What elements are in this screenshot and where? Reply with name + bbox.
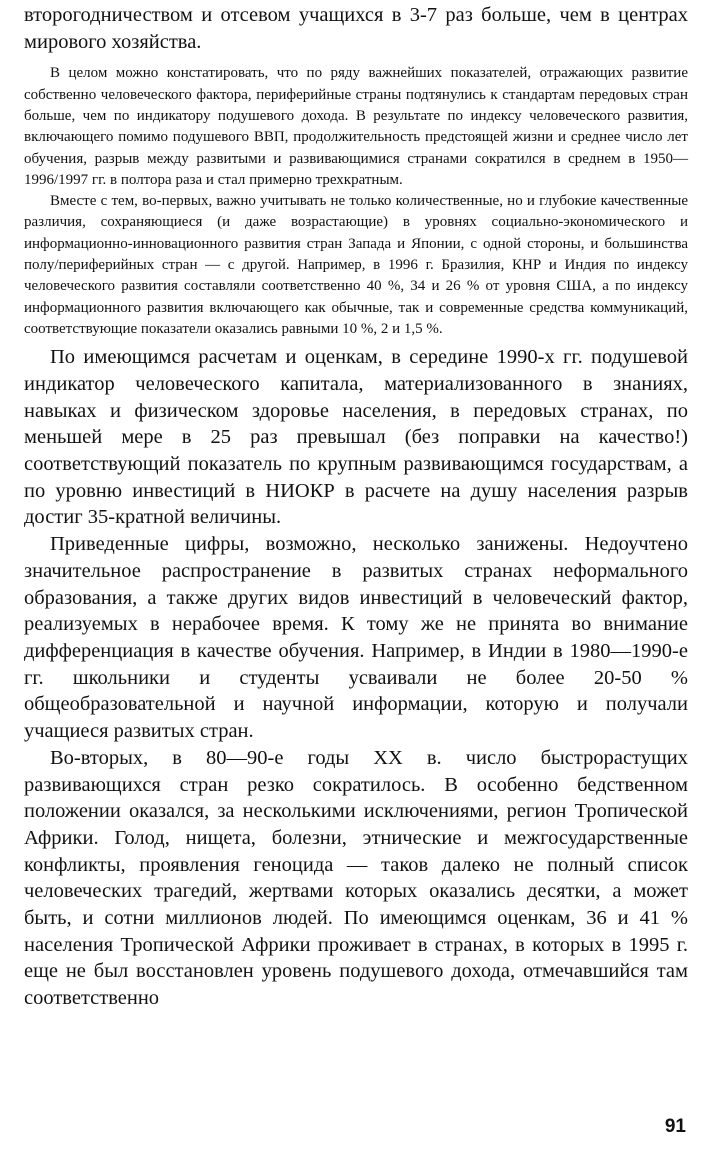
page-number: 91 xyxy=(664,1116,686,1137)
paragraph-small-2: Вместе с тем, во-первых, важно учитывать не только количественные, но и глубокие качественные различия, сохраняющиеся (и даже возрастающие) в уровнях социально-экономического и информационно-инновационного развития стран Запада и Японии, с одной стороны, и большинства полу/периферийных стран — с другой. Например, в 1996 г. Бразилия, КНР и Индия по индексу человеческого развития составляли соответственно 40 %, 34 и 26 % от уровня США, а по индексу информационного развития включающего как обычные, так и современные средства коммуникаций, соответствующие показатели оказались равными 10 %, 2 и 1,5 %. xyxy=(24,193,688,337)
paragraph-small-1: В целом можно констатировать, что по ряду важнейших показателей, отражающих развитие собственно человеческого фактора, периферийные страны подтянулись к стандартам передовых стран больше, чем по индикатору подушевого дохода. В результате по индексу человеческого развития, включающего помимо подушевого ВВП, продолжительность предстоящей жизни и среднее число лет обучения, разрыв между развитыми и развивающимися странами сократился в среднем в 1950—1996/1997 гг. в полтора раза и стал примерно трехкратным. xyxy=(24,65,688,188)
paragraph-large-2: Приведенные цифры, возможно, несколько занижены. Недоучтено значительное распространение в развитых странах неформального образования, а также других видов инвестиций в человеческий фактор, реализуемых в нерабочее время. К тому же не принята во внимание дифференциация в качестве обучения. Например, в Индии в 1980—1990-е гг. школьники и студенты усваивали не более 20-50 % общеобразовательной и научной информации, которую и получали учащиеся развитых стран. xyxy=(24,533,688,743)
page-body xyxy=(24,2,688,1012)
paragraph-large-3: Во-вторых, в 80—90-е годы XX в. число быстрорастущих развивающихся стран резко сократилось. В особенно бедственном положении оказался, за несколькими исключениями, регион Тропической Африки. Голод, нищета, болезни, этнические и межгосударственные конфликты, проявления геноцида — таков далеко не полный список человеческих трагедий, жертвами которых оказались десятки, а может быть, и сотни миллионов людей. По имеющимся оценкам, 36 и 41 % населения Тропической Африки проживает в странах, в которых в 1995 г. еще не был восстановлен уровень подушевого дохода, отмечавшийся там соответственно xyxy=(24,746,688,1010)
paragraph-continuation: второгодничеством и отсевом учащихся в 3-7 раз больше, чем в центрах мирового хозяйства. xyxy=(24,4,688,53)
paragraph-large-1: По имеющимся расчетам и оценкам, в середине 1990-х гг. подушевой индикатор человеческого капитала, материализованного в знаниях, навыках и физическом здоровье населения, в передовых странах, по меньшей мере в 25 раз превышал (без поправки на качество!) соответствующий показатель по крупным развивающимся государствам, а по уровню инвестиций в НИОКР в расчете на душу населения разрыв достиг 35-кратной величины. xyxy=(24,346,688,529)
